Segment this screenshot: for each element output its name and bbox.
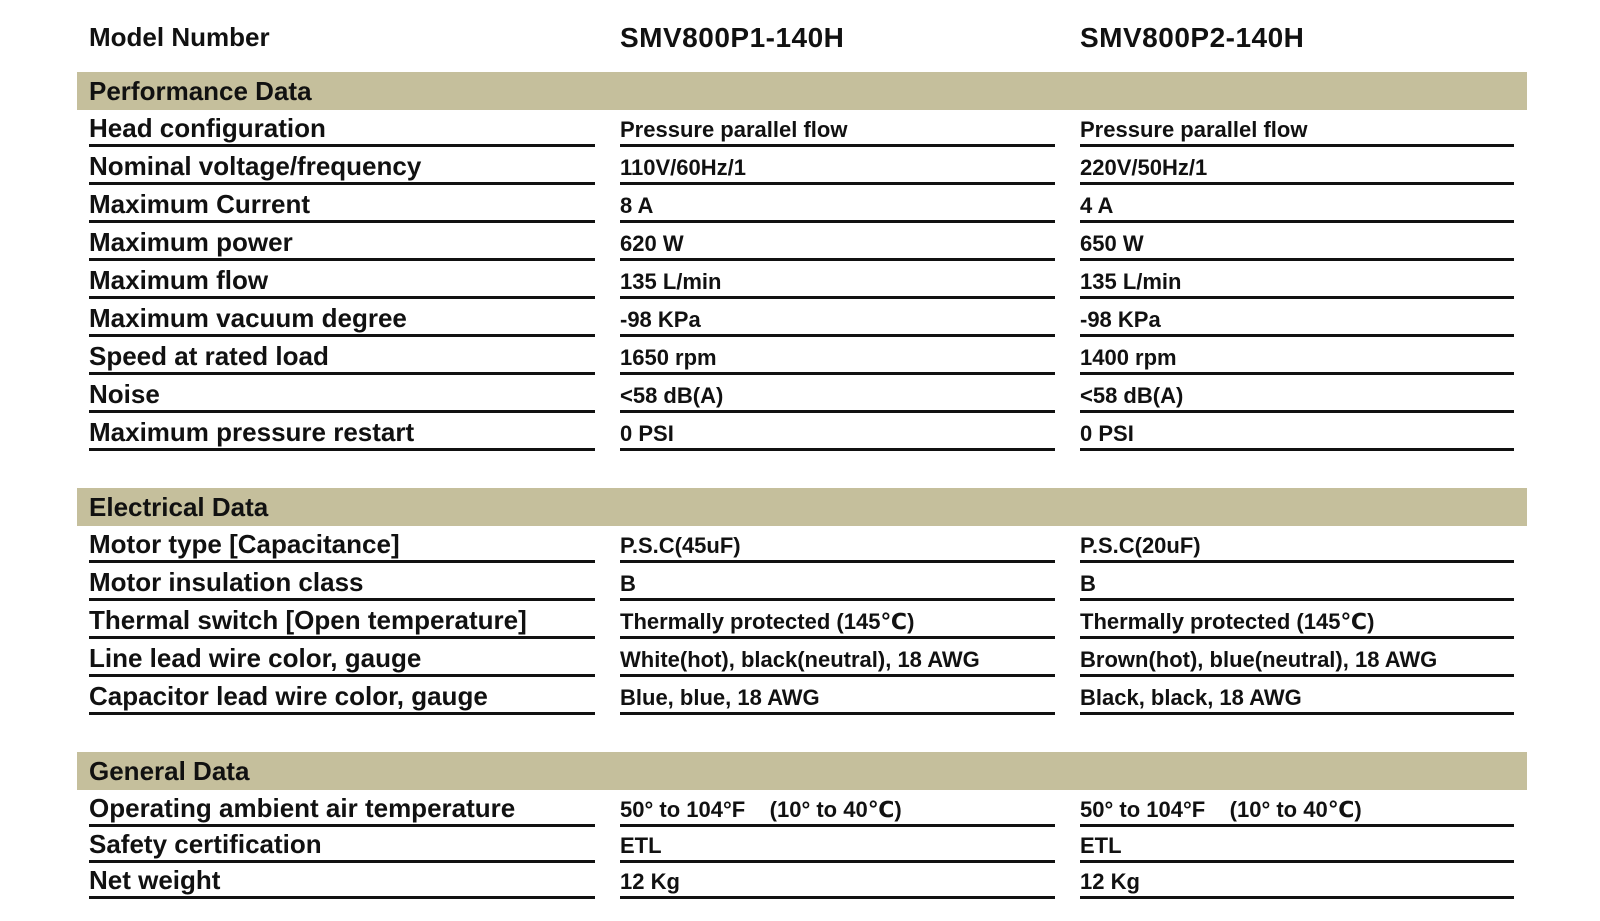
row-value-model-1: 135 L/min xyxy=(620,260,1055,299)
row-label: Line lead wire color, gauge xyxy=(89,638,595,677)
row-label: Capacitor lead wire color, gauge xyxy=(89,676,595,715)
row-label: Motor insulation class xyxy=(89,562,595,601)
row-value-model-1: White(hot), black(neutral), 18 AWG xyxy=(620,638,1055,677)
row-value-model-2: Thermally protected (145℃) xyxy=(1080,600,1514,639)
row-value-model-1: 50° to 104°F (10° to 40℃) xyxy=(620,788,1055,827)
row-value-model-1: B xyxy=(620,562,1055,601)
row-value-model-2: 12 Kg xyxy=(1080,860,1514,899)
row-label: Maximum Current xyxy=(89,184,595,223)
row-value-model-2: 0 PSI xyxy=(1080,412,1514,451)
row-value-model-2: 50° to 104°F (10° to 40℃) xyxy=(1080,788,1514,827)
section-title: Performance Data xyxy=(89,76,312,106)
table-row xyxy=(0,524,1600,562)
row-value-model-2: 220V/50Hz/1 xyxy=(1080,146,1514,185)
table-row xyxy=(0,638,1600,676)
row-value-model-2: Brown(hot), blue(neutral), 18 AWG xyxy=(1080,638,1514,677)
table-row xyxy=(0,562,1600,600)
model-name-2: SMV800P2-140H xyxy=(1080,22,1305,53)
row-value-model-1: Pressure parallel flow xyxy=(620,108,1055,147)
row-value-model-1: 8 A xyxy=(620,184,1055,223)
model-number-header xyxy=(0,0,1600,70)
row-value-model-2: <58 dB(A) xyxy=(1080,374,1514,413)
row-label: Noise xyxy=(89,374,595,413)
row-value-model-1: 110V/60Hz/1 xyxy=(620,146,1055,185)
row-label: Maximum power xyxy=(89,222,595,261)
table-row xyxy=(0,260,1600,298)
row-value-model-2: Black, black, 18 AWG xyxy=(1080,676,1514,715)
row-value-model-2: 650 W xyxy=(1080,222,1514,261)
row-label: Motor type [Capacitance] xyxy=(89,524,595,563)
row-label: Head configuration xyxy=(89,108,595,147)
row-value-model-1: <58 dB(A) xyxy=(620,374,1055,413)
row-label: Speed at rated load xyxy=(89,336,595,375)
table-row xyxy=(0,108,1600,146)
section-title: Electrical Data xyxy=(89,492,269,522)
row-value-model-2: Pressure parallel flow xyxy=(1080,108,1514,147)
row-value-model-1: 0 PSI xyxy=(620,412,1055,451)
row-label: Maximum flow xyxy=(89,260,595,299)
section-header-general xyxy=(77,752,1527,790)
table-row xyxy=(0,184,1600,222)
model-name-1: SMV800P1-140H xyxy=(620,22,845,53)
section-title: General Data xyxy=(89,756,250,786)
section-header-performance xyxy=(77,72,1527,110)
section-header-electrical xyxy=(77,488,1527,526)
row-value-model-2: P.S.C(20uF) xyxy=(1080,524,1514,563)
row-value-model-2: 135 L/min xyxy=(1080,260,1514,299)
row-value-model-1: Blue, blue, 18 AWG xyxy=(620,676,1055,715)
row-value-model-1: Thermally protected (145℃) xyxy=(620,600,1055,639)
row-value-model-2: -98 KPa xyxy=(1080,298,1514,337)
row-value-model-2: ETL xyxy=(1080,824,1514,863)
table-row xyxy=(0,222,1600,260)
table-row xyxy=(0,860,1600,898)
table-row xyxy=(0,788,1600,826)
table-row xyxy=(0,298,1600,336)
row-label: Safety certification xyxy=(89,824,595,863)
table-row xyxy=(0,600,1600,638)
row-value-model-1: ETL xyxy=(620,824,1055,863)
row-value-model-2: 4 A xyxy=(1080,184,1514,223)
row-label: Thermal switch [Open temperature] xyxy=(89,600,595,639)
row-value-model-1: 12 Kg xyxy=(620,860,1055,899)
table-row xyxy=(0,412,1600,450)
row-value-model-1: -98 KPa xyxy=(620,298,1055,337)
row-value-model-2: 1400 rpm xyxy=(1080,336,1514,375)
row-value-model-1: 620 W xyxy=(620,222,1055,261)
table-row xyxy=(0,146,1600,184)
row-label: Net weight xyxy=(89,860,595,899)
table-row xyxy=(0,374,1600,412)
row-label: Nominal voltage/frequency xyxy=(89,146,595,185)
model-number-label: Model Number xyxy=(89,22,270,52)
row-value-model-2: B xyxy=(1080,562,1514,601)
row-label: Maximum pressure restart xyxy=(89,412,595,451)
row-label: Maximum vacuum degree xyxy=(89,298,595,337)
row-label: Operating ambient air temperature xyxy=(89,788,595,827)
row-value-model-1: P.S.C(45uF) xyxy=(620,524,1055,563)
table-row xyxy=(0,676,1600,714)
table-row xyxy=(0,336,1600,374)
row-value-model-1: 1650 rpm xyxy=(620,336,1055,375)
table-row xyxy=(0,824,1600,862)
